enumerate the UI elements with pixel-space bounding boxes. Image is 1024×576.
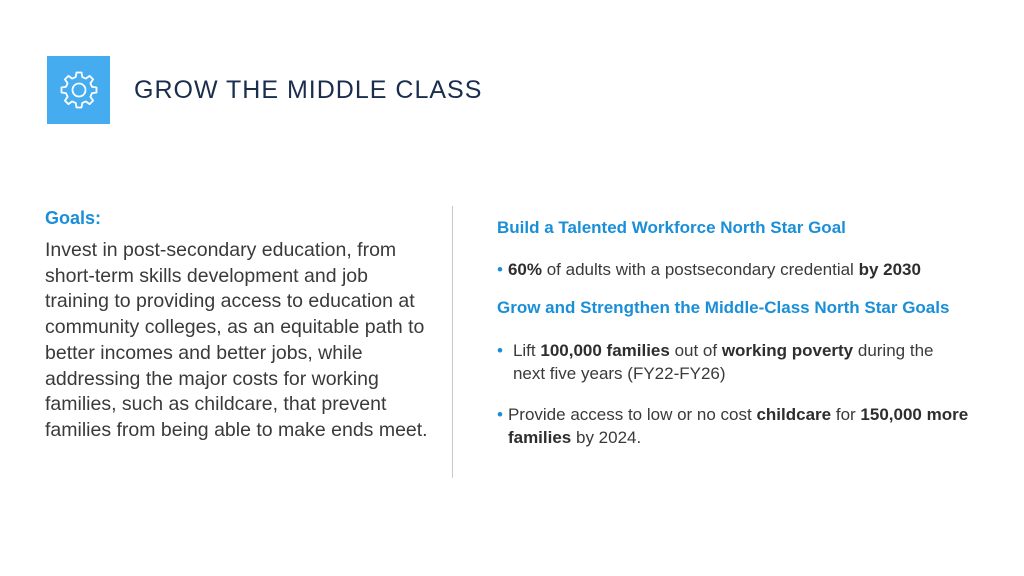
workforce-heading: Build a Talented Workforce North Star Goal	[497, 218, 846, 237]
gear-icon	[59, 70, 99, 110]
goals-heading: Goals:	[45, 208, 102, 228]
north-star-section	[497, 216, 997, 449]
header-icon-box	[47, 56, 110, 124]
bullet-dot: •	[497, 260, 503, 279]
page-title: GROW THE MIDDLE CLASS	[134, 76, 483, 104]
workforce-bullet	[497, 258, 997, 281]
bullet-text: Provide access to low or no cost childcare for 150,000 more families by 2024.	[507, 405, 969, 447]
bullet-dot: •	[497, 341, 503, 360]
middle-class-heading: Grow and Strengthen the Middle-Class North Star Goals	[497, 298, 950, 317]
middle-class-bullet-1	[497, 339, 967, 385]
bullet-text: Lift 100,000 families out of working poverty during the next five years (FY22-FY26)	[512, 341, 934, 383]
goals-text: Invest in post-secondary education, from short-term skills development and job training to providing access to education at community colleges, as an equitable path to better incomes and better jobs, while addressing the major costs for working families, such as childcare, that prevent families from being able to make ends meet.	[45, 239, 428, 441]
bullet-dot: •	[497, 405, 503, 424]
bullet-text: 60% of adults with a postsecondary credential by 2030	[507, 260, 921, 279]
middle-class-bullet-2	[497, 403, 987, 449]
goals-section	[45, 208, 430, 444]
column-divider	[452, 206, 453, 478]
